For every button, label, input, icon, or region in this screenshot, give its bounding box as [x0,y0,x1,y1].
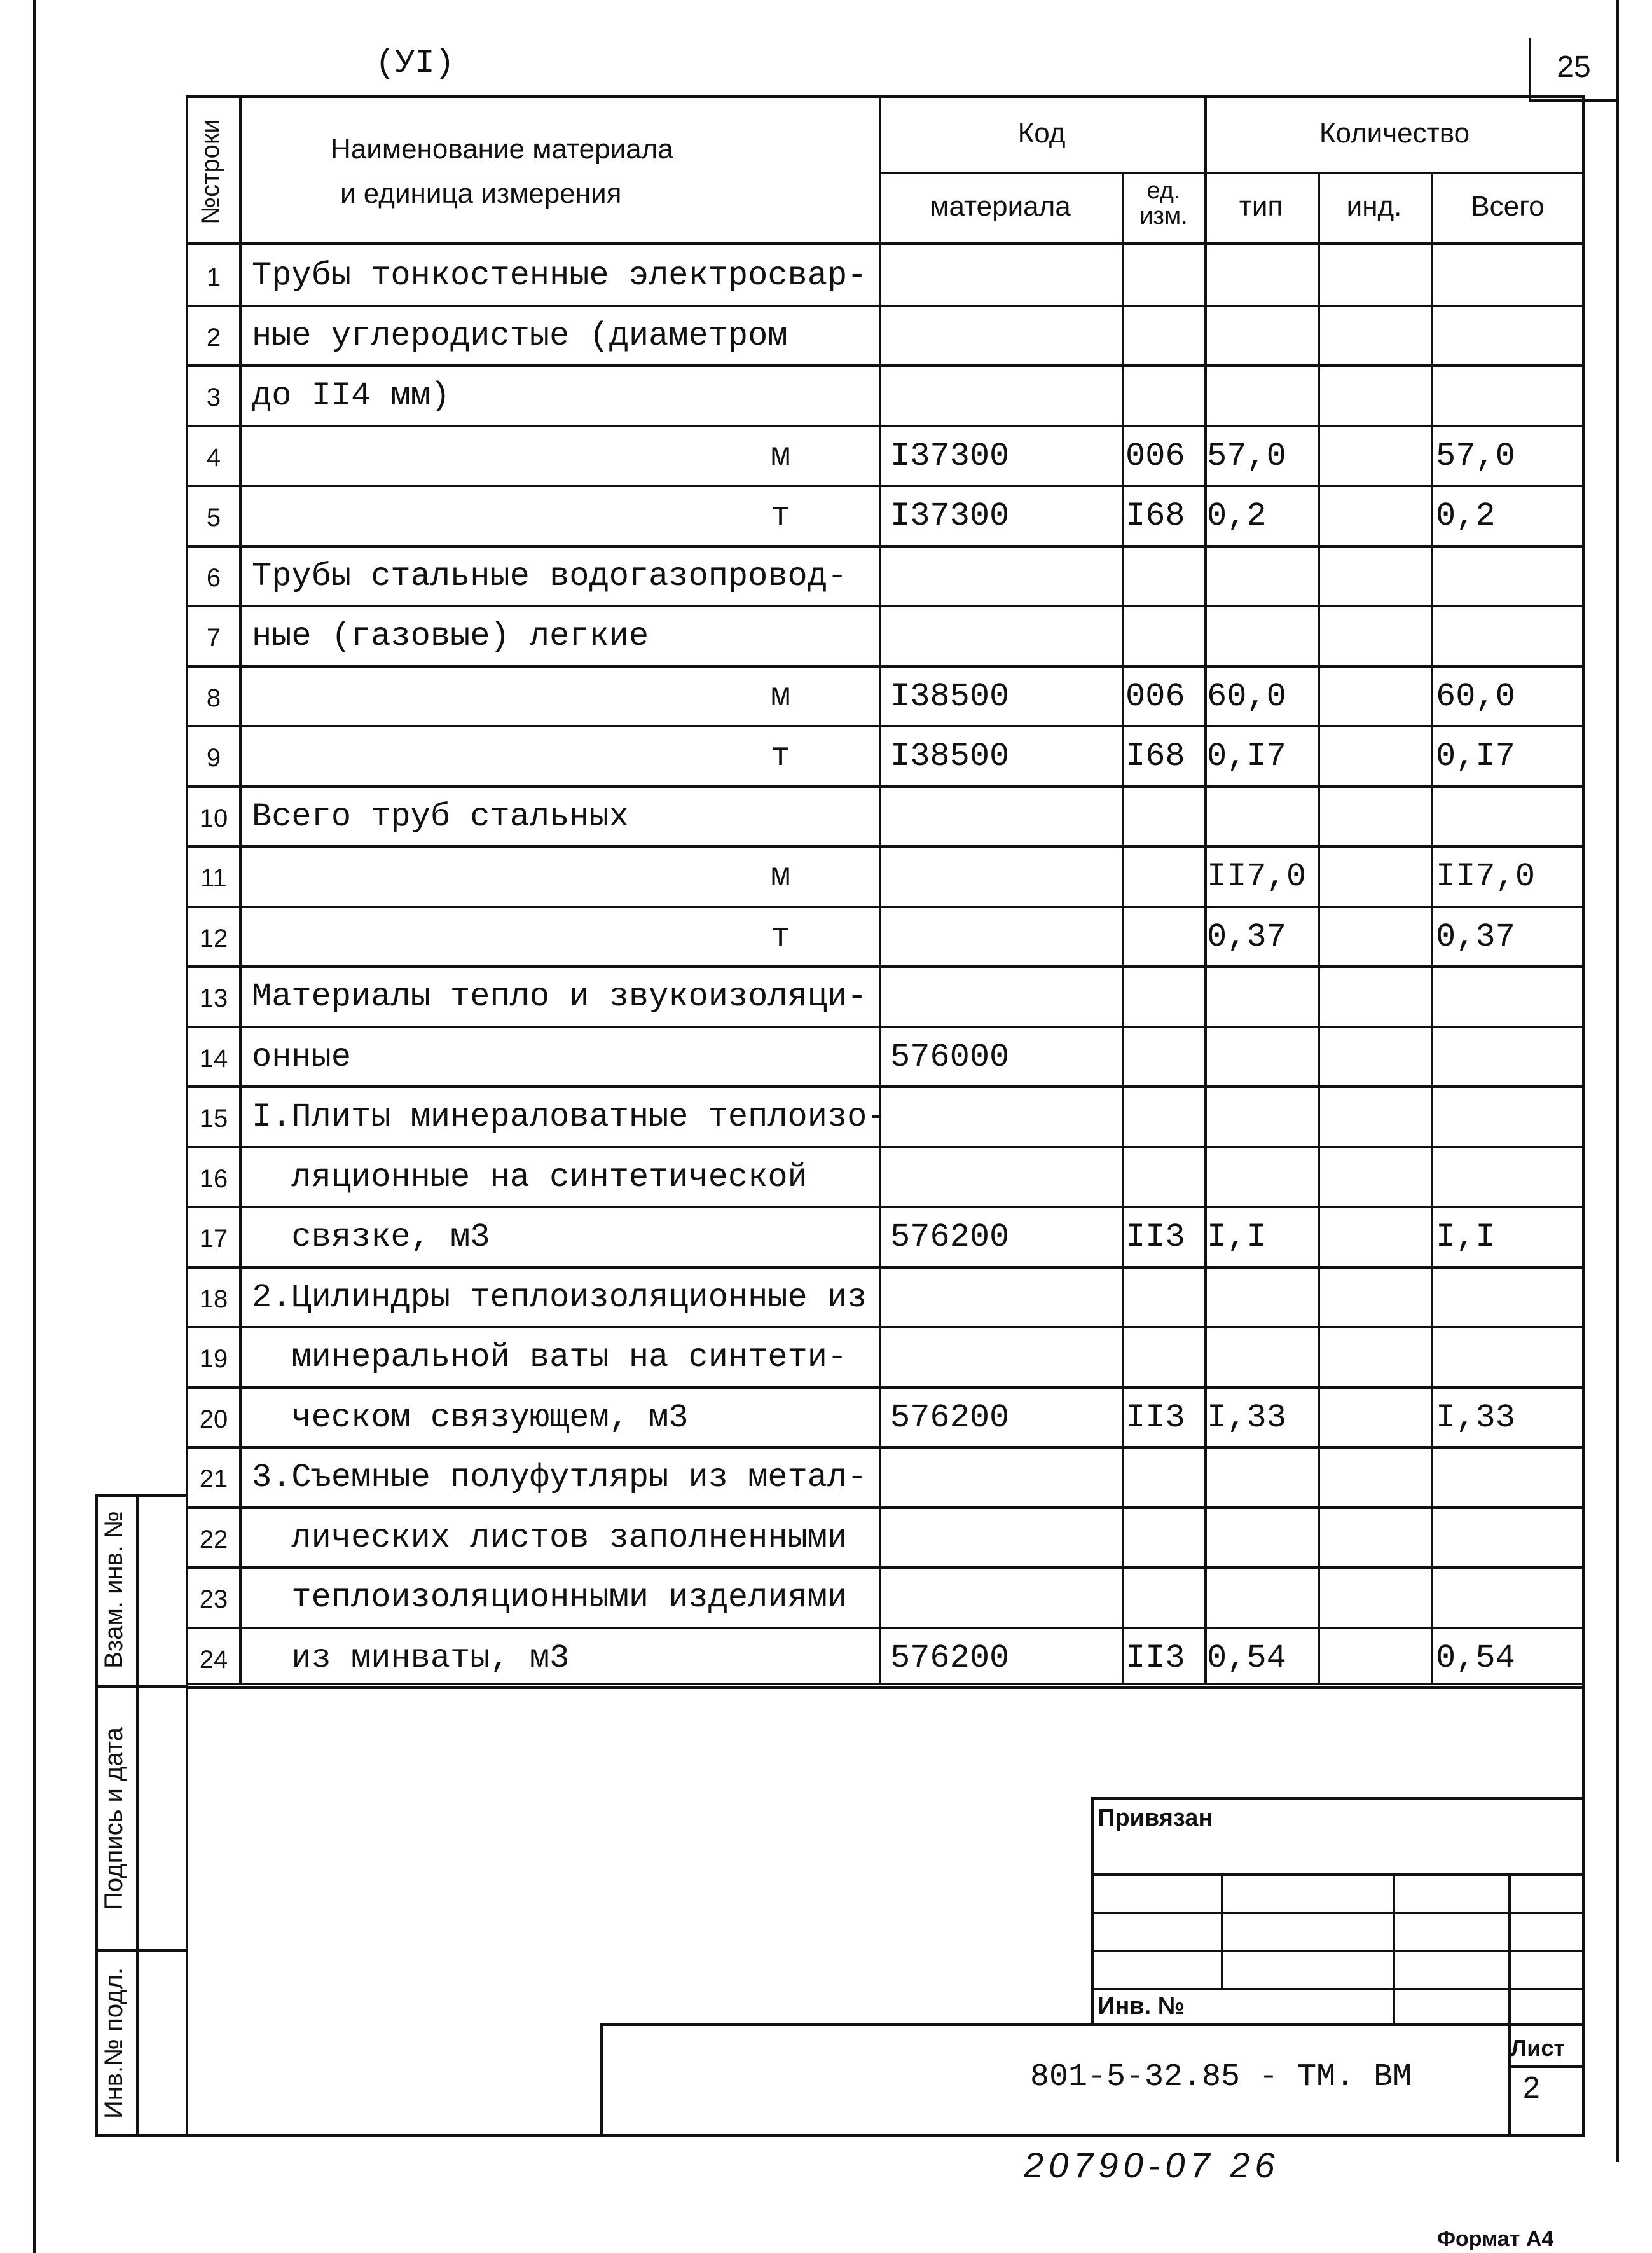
row-divider [186,1686,1585,1689]
row-name: минеральной ваты на синтети- [252,1339,848,1376]
row-number: 20 [199,1405,228,1433]
row-number: 6 [206,564,221,592]
row-name: лических листов заполненными [252,1519,848,1557]
row-number: 1 [206,263,221,291]
row-name: Материалы тепло и звукоизоляци- [252,978,867,1016]
row-divider [186,1085,1585,1088]
row-name: до II4 мм) [252,377,451,415]
row-number: 18 [199,1285,228,1313]
row-number: 19 [199,1345,228,1373]
row-qty-type: 0,54 [1207,1639,1286,1677]
row-divider [186,1026,1585,1028]
header-unit: ед. изм. [1139,177,1188,230]
row-qty-total: II7,0 [1436,858,1536,895]
stamp-inv-no: Инв. № [1098,1993,1185,2020]
row-name: Трубы стальные водогазопровод- [252,558,848,595]
footer-handwritten-number: 20790-07 26 [1024,2145,1280,2185]
row-material-code: 576200 [890,1399,1010,1437]
row-material-code: 576200 [890,1639,1010,1677]
row-qty-type: 0,37 [1207,918,1286,956]
row-divider [186,1266,1585,1269]
row-divider [186,305,1585,307]
stamp-privyazan: Привязан [1098,1805,1213,1831]
col-line-material [1122,172,1124,1685]
row-divider [186,1206,1585,1208]
row-name: I.Плиты минераловатные теплоизо- [252,1098,887,1136]
row-divider [186,845,1585,848]
row-number: 11 [200,864,227,892]
row-qty-total: 0,2 [1436,497,1496,535]
frame-right-line [1616,0,1619,2162]
format-label: Формат А4 [1437,2227,1554,2251]
row-divider [186,1386,1585,1389]
row-material-code: 576000 [890,1038,1010,1076]
row-material-code: I38500 [890,738,1010,775]
row-qty-type: 0,2 [1207,497,1267,535]
header-type: тип [1239,191,1283,222]
header-material: материала [930,191,1071,222]
row-divider [186,485,1585,487]
row-qty-type: 0,I7 [1207,738,1286,775]
side-strip-div1 [95,1685,188,1688]
row-number: 9 [206,744,221,772]
row-number: 3 [206,383,221,411]
header-name-line2: и единица измерения [340,178,622,209]
header-subdivide-line [879,172,1585,174]
row-qty-type: 60,0 [1207,678,1286,715]
row-divider [186,605,1585,607]
row-divider [186,906,1585,908]
row-number: 10 [199,804,228,832]
stamp-vline-3 [1508,1873,1511,2026]
row-number: 13 [199,984,228,1012]
row-number: 5 [206,504,221,532]
row-name: из минваты, м3 [252,1639,570,1677]
col-line-ind [1431,172,1433,1685]
side-label-vzam: Взам. инв. № [100,1511,128,1669]
row-unit-label: т [771,918,791,956]
row-name: онные [252,1038,352,1076]
row-number: 21 [199,1465,228,1493]
header-ind: инд. [1346,191,1402,222]
row-number: 12 [199,925,228,953]
row-name: 3.Съемные полуфутляры из метал- [252,1459,867,1496]
row-unit-code: I68 [1125,497,1185,535]
row-name: 2.Цилиндры теплоизоляционные из [252,1279,867,1316]
row-divider [186,1146,1585,1148]
row-unit-code: II3 [1125,1639,1185,1677]
row-name: Всего труб стальных [252,798,629,836]
row-material-code: I37300 [890,497,1010,535]
row-unit-code: 006 [1125,678,1185,715]
header-total: Всего [1471,191,1545,222]
row-number: 4 [206,444,221,472]
row-qty-total: 0,I7 [1436,738,1515,775]
side-strip-left-line [95,1494,98,2137]
row-qty-total: 0,54 [1436,1639,1515,1677]
stamp-doc-code: 801-5-32.85 - ТМ. ВМ [1030,2059,1412,2095]
col-line-type [1318,172,1320,1685]
row-name: ные углеродистые (диаметром [252,317,788,355]
row-unit-label: м [771,858,791,895]
side-strip-inner-line [186,1685,188,2137]
page-number: 25 [1557,50,1591,84]
row-qty-total: 60,0 [1436,678,1515,715]
row-divider [186,965,1585,968]
row-divider [186,364,1585,367]
row-divider [186,1566,1585,1569]
row-name: ческом связующем, м3 [252,1399,689,1437]
row-qty-total: I,I [1436,1218,1496,1256]
row-number: 2 [206,324,221,352]
stamp-vline-2 [1393,1873,1395,2026]
row-name: ляционные на синтетической [252,1159,808,1196]
header-code: Код [1017,118,1066,149]
stamp-vline-1 [1221,1873,1223,1988]
row-number: 24 [199,1646,228,1674]
header-name-line1: Наименование материала [331,134,673,165]
row-number: 8 [206,684,221,712]
row-material-code: I38500 [890,678,1010,715]
row-unit-code: I68 [1125,738,1185,775]
row-number: 16 [199,1165,228,1193]
row-qty-total: 57,0 [1436,438,1515,475]
row-unit-code: II3 [1125,1218,1185,1256]
header-quantity: Количество [1319,118,1470,149]
row-divider [186,665,1585,668]
row-material-code: 576200 [890,1218,1010,1256]
side-label-podpis: Подпись и дата [100,1727,128,1910]
row-divider [186,1627,1585,1629]
header-bottom-line [186,242,1585,245]
row-divider [186,1506,1585,1509]
row-unit-code: II3 [1125,1399,1185,1437]
row-divider [186,1446,1585,1449]
row-unit-label: т [771,738,791,775]
row-unit-code: 006 [1125,438,1185,475]
header-row-number: №строки [196,119,224,224]
side-strip-right-line [136,1494,139,2137]
row-name: теплоизоляционными изделиями [252,1579,848,1616]
row-name: связке, м3 [252,1218,490,1256]
top-label: (УI) [375,45,455,82]
row-number: 7 [206,624,221,652]
row-number: 15 [199,1105,228,1133]
row-unit-label: м [771,438,791,475]
row-divider [186,545,1585,548]
row-number: 23 [199,1585,228,1613]
row-name: Трубы тонкостенные электросвар- [252,257,867,294]
stamp-sheet-label: Лист [1511,2035,1566,2061]
row-divider [186,725,1585,727]
row-qty-type: 57,0 [1207,438,1286,475]
row-number: 14 [199,1045,228,1073]
row-number: 22 [199,1526,228,1554]
row-divider [186,1326,1585,1328]
row-unit-label: т [771,497,791,535]
row-qty-total: I,33 [1436,1399,1515,1437]
stamp-sheet-line [1508,2065,1585,2068]
row-number: 17 [199,1225,228,1253]
row-divider [186,785,1585,788]
row-qty-total: 0,37 [1436,918,1515,956]
row-divider [186,425,1585,427]
row-unit-label: м [771,678,791,715]
stamp-sheet-number: 2 [1523,2071,1540,2105]
side-label-inv-podl: Инв.№ подл. [100,1967,128,2119]
row-qty-type: I,33 [1207,1399,1286,1437]
row-material-code: I37300 [890,438,1010,475]
row-qty-type: I,I [1207,1218,1267,1256]
frame-left-line [33,0,36,2253]
row-name: ные (газовые) легкие [252,617,649,655]
row-qty-type: II7,0 [1207,858,1307,895]
